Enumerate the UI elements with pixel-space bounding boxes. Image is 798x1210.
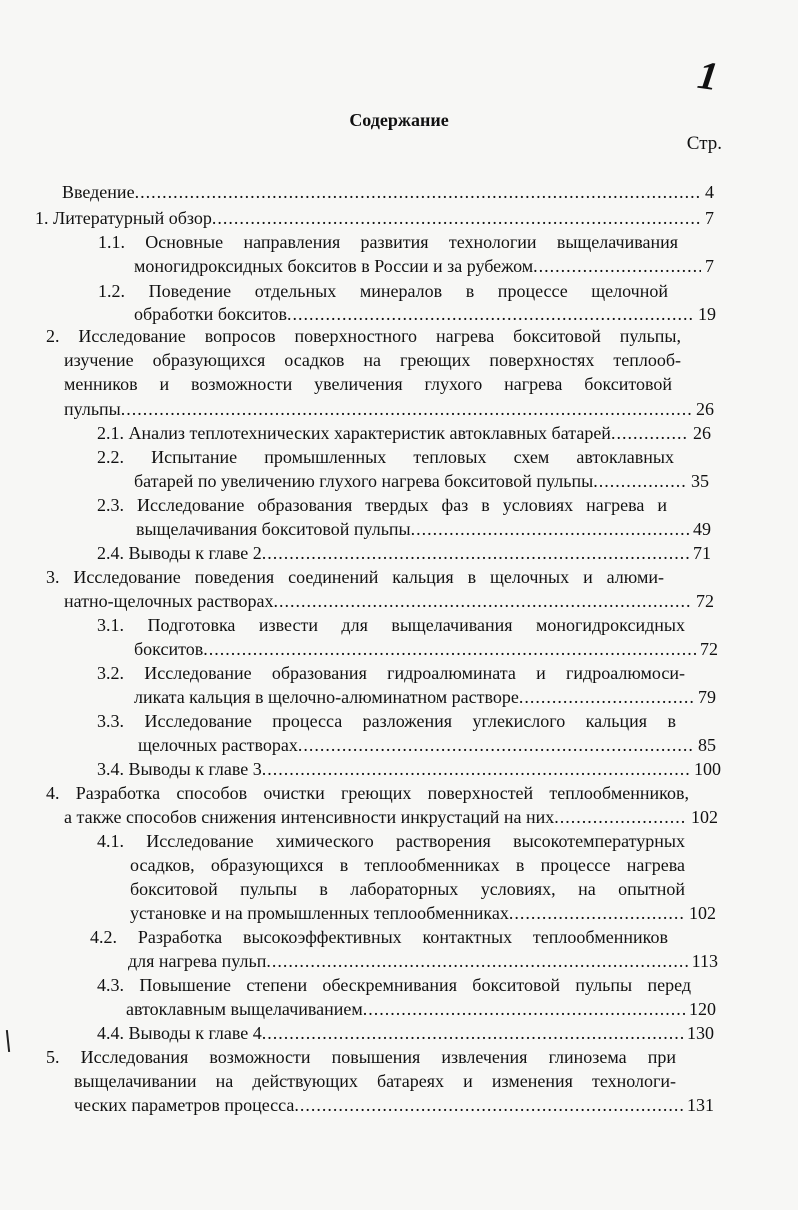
toc-entry-3-4: 3.4. Выводы к главе 3 ..... 100 [97,757,721,781]
toc-entry-3-3-line2: щелочных растворах ..... 85 [138,733,716,757]
toc-entry-ch4-line1: 4. Разработка способов очистки греющих поверхностей теплообменников, [46,783,689,803]
toc-entry-4-3-line1: 4.3. Повышение степени обескремнивания бокситовой пульпы перед [97,975,691,995]
page-column-label: Стр. [686,133,722,154]
toc-entry-ch5-line1: 5. Исследования возможности повышения извлечения глинозема при [46,1047,676,1067]
toc-entry-ch2-line2: изучение образующихся осадков на греющих поверхностях теплооб- [64,350,681,370]
toc-entry-ch3-line2: натно-щелочных растворах ..... 72 [64,589,714,613]
toc-entry-1-2-line1: 1.2. Поведение отдельных минералов в процессе щелочной [98,281,668,301]
toc-entry-4-2-line2: для нагрева пульп ..... 113 [128,949,718,973]
toc-entry-ch2-line4: пульпы ..... 26 [64,397,714,421]
toc-entry-4-3-line2: автоклавным выщелачиванием ..... 120 [126,997,716,1021]
toc-entry-3-3-line1: 3.3. Исследование процесса разложения углекислого кальция в [97,711,676,731]
toc-entry-4-1-line2: осадков, образующихся в теплообменниках в процессе нагрева [130,855,685,875]
toc-entry-4-2-line1: 4.2. Разработка высокоэффективных контактных теплообменников [90,927,668,947]
toc-entry-2-3-line2: выщелачивания бокситовой пульпы ..... 49 [136,517,711,541]
toc-entry-ch2-line1: 2. Исследование вопросов поверхностного нагрева бокситовой пульпы, [46,326,681,346]
toc-entry-4-1-line4: установке и на промышленных теплообменниках ..... 102 [130,901,716,925]
toc-entry-intro: Введение ..... 4 [62,180,714,204]
toc-entry-3-2-line1: 3.2. Исследование образования гидроалюмината и гидроалюмоси- [97,663,685,683]
toc-entry-2-2-line2: батарей по увеличению глухого нагрева бокситовой пульпы ..... 35 [134,469,709,493]
toc-entry-ch4-line2: а также способов снижения интенсивности инкрустаций на них ..... 102 [64,805,718,829]
toc-entry-4-4: 4.4. Выводы к главе 4 ..... 130 [97,1021,714,1045]
toc-entry-2-1: 2.1. Анализ теплотехнических характеристик автоклавных батарей ..... 26 [97,421,711,445]
toc-entry-2-2-line1: 2.2. Испытание промышленных тепловых схем автоклавных [97,447,674,467]
page-title: Содержание [349,110,449,130]
toc-entry-3-1-line2: бокситов ..... 72 [134,637,718,661]
toc-entry-ch1: 1. Литературный обзор ..... 7 [35,206,714,230]
toc-entry-4-1-line1: 4.1. Исследование химического растворения высокотемпературных [97,831,685,851]
toc-entry-3-1-line1: 3.1. Подготовка извести для выщелачивания моногидроксидных [97,615,685,635]
toc-entry-1-1-line1: 1.1. Основные направления развития технологии выщелачивания [98,232,678,252]
margin-pen-mark [6,1030,10,1052]
toc-entry-ch5-line3: ческих параметров процесса ..... 131 [74,1093,714,1117]
toc-entry-ch3-line1: 3. Исследование поведения соединений кальция в щелочных и алюми- [46,567,664,587]
toc-entry-4-1-line3: бокситовой пульпы в лабораторных условиях, на опытной [130,879,685,899]
toc-entry-ch5-line2: выщелачивании на действующих батареях и изменения технологи- [74,1071,676,1091]
handwritten-page-number: 1 [694,51,722,100]
toc-entry-ch2-line3: менников и возможности увеличения глухого нагрева бокситовой [64,374,672,394]
toc-entry-3-2-line2: ликата кальция в щелочно-алюминатном растворе ..... 79 [134,685,716,709]
toc-entry-1-1-line2: моногидроксидных бокситов в России и за рубежом ..... 7 [134,254,714,278]
toc-entry-2-4: 2.4. Выводы к главе 2 ..... 71 [97,541,711,565]
toc-entry-1-2-line2: обработки бокситов ..... 19 [134,302,716,326]
toc-entry-2-3-line1: 2.3. Исследование образования твердых фаз в условиях нагрева и [97,495,667,515]
